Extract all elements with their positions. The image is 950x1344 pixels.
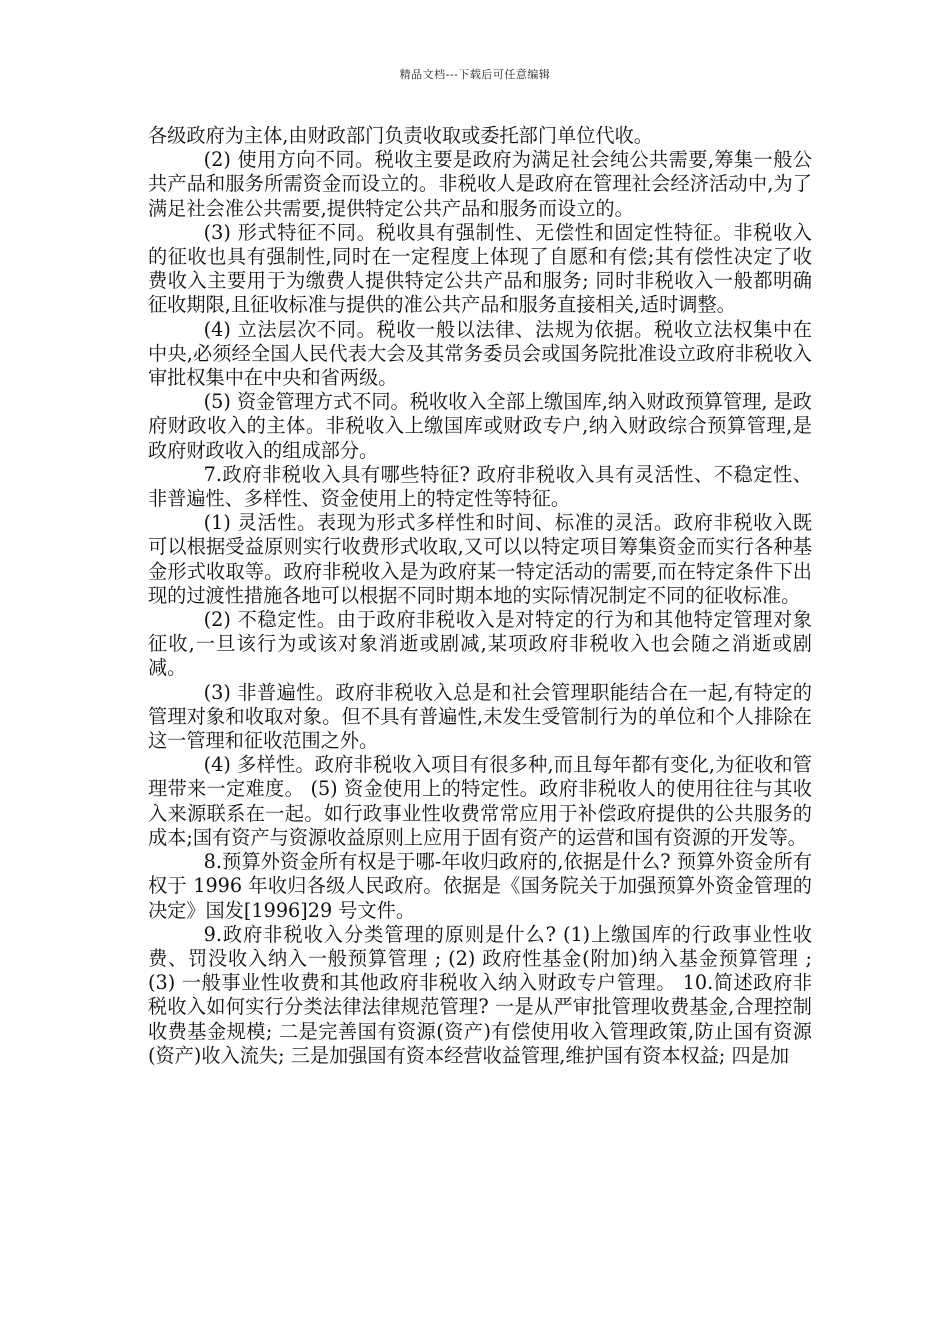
paragraph: (3) 形式特征不同。税收具有强制性、无偿性和固定性特征。非税收入的征收也具有强制性,同时在一定程度上体现了自愿和有偿;其有偿性决定了收费收入主要用于为缴费人提供特定公共产品和服务; 同时非税收入一般都明确征收期限,且征收标准与提供的准公共产品和服务直接相关,适时调整。 xyxy=(148,220,812,317)
paragraph: (4) 立法层次不同。税收一般以法律、法规为依据。税收立法权集中在中央,必须经全国人民代表大会及其常务委员会或国务院批准设立政府非税收入审批权集中在中央和省两级。 xyxy=(148,317,812,390)
document-body xyxy=(148,124,812,1068)
paragraph: (2) 使用方向不同。税收主要是政府为满足社会纯公共需要,筹集一般公共产品和服务所需资金而设立的。非税收人是政府在管理社会经济活动中,为了满足社会准公共需要,提供特定公共产品和服务而设立的。 xyxy=(148,148,812,220)
paragraph: (2) 不稳定性。由于政府非税收入是对特定的行为和其他特定管理对象征收,一旦该行为或该对象消逝或剧减,某项政府非税收入也会随之消逝或剧减。 xyxy=(148,608,812,680)
paragraph: (4) 多样性。政府非税收入项目有很多种,而且每年都有变化,为征收和管理带来一定难度。 (5) 资金使用上的特定性。政府非税收人的使用往往与其收入来源联系在一起。如行政事业性收费常常应用于补偿政府提供的公共服务的成本;国有资产与资源收益原则上应用于固有资产的运营和国有资源的开发等。 xyxy=(148,753,812,849)
paragraph: (3) 非普遍性。政府非税收入总是和社会管理职能结合在一起,有特定的管理对象和收取对象。但不具有普遍性,未发生受管制行为的单位和个人排除在这一管理和征收范围之外。 xyxy=(148,680,812,753)
paragraph: 9.政府非税收入分类管理的原则是什么? (1)上缴国库的行政事业性收费、罚没收入纳入一般预算管理 ; (2) 政府性基金(附加)纳入基金预算管理 ; (3) 一般事业性收费和其他政府非税收入纳入财政专户管理。 10.简述政府非税收入如何实行分类法律法律规范管理? 一是从严审批管理收费基金,合理控制收费基金规模; 二是完善国有资源(资产)有偿使用收入管理政策,防止国有资源(资产)收入流失; 三是加强国有资本经营收益管理,维护国有资本权益; 四是加 xyxy=(148,922,812,1067)
paragraph: 各级政府为主体,由财政部门负责收取或委托部门单位代收。 xyxy=(148,124,653,147)
paragraph: (5) 资金管理方式不同。税收收入全部上缴国库,纳入财政预算管理, 是政府财政收入的主体。非税收入上缴国库或财政专户,纳入财政综合预算管理,是政府财政收入的组成部分。 xyxy=(148,390,812,462)
paragraph: (1) 灵活性。表现为形式多样性和时间、标准的灵活。政府非税收入既可以根据受益原则实行收费形式收取,又可以以特定项目筹集资金而实行各种基金形式收取等。政府非税收入是为政府某一特定活动的需要,而在特定条件下出现的过渡性措施各地可以根据不同时期本地的实际情况制定不同的征收标准。 xyxy=(148,511,812,607)
page-header: 精品文档---下载后可任意编辑 xyxy=(399,68,551,81)
paragraph: 7.政府非税收入具有哪些特征? 政府非税收入具有灵活性、不稳定性、非普遍性、多样性、资金使用上的特定性等特征。 xyxy=(148,462,812,511)
paragraph: 8.预算外资金所有权是于哪-年收归政府的,依据是什么? 预算外资金所有权于 1996 年收归各级人民政府。依据是《国务院关于加强预算外资金管理的决定》国发[1996]29 号文件。 xyxy=(148,850,812,922)
